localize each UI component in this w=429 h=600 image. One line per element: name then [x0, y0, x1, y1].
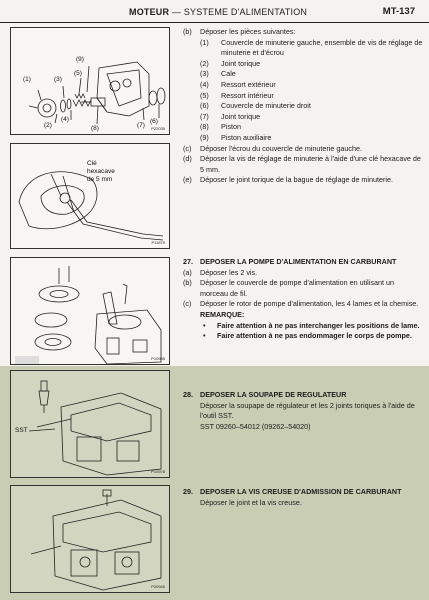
figure-regulator-valve — [10, 370, 170, 478]
section-29 — [183, 487, 423, 508]
note-item: • Faire attention à ne pas interchanger les positions de lame. — [203, 320, 420, 330]
step-d: (d) Déposer la vis de réglage de minuterie à l'aide d'une clé hexacave de 5 mm. — [183, 154, 421, 174]
sst-label: SST — [15, 427, 28, 434]
label-part-6: (6) — [150, 118, 158, 125]
section-28 — [183, 390, 423, 432]
figure-timer-exploded — [10, 27, 170, 135]
figure-code: P20945 — [151, 584, 165, 589]
regulator-valve-drawing — [11, 371, 171, 479]
part-item: (7) Joint torique — [200, 111, 261, 121]
figure-hex-key — [10, 143, 170, 249]
header-separator: — — [171, 7, 182, 17]
section-28-body: Déposer la soupape de régulateur et les 2 joints toriques à l'aide de l'outil SST. — [200, 400, 415, 421]
section-28-sst: SST 09260–54012 (09262–54020) — [200, 421, 311, 431]
figure-inlet-union-bolt — [10, 485, 170, 593]
label-part-3: (3) — [54, 76, 62, 83]
figure-code: P22035 — [151, 126, 165, 131]
step-key: (b) — [183, 27, 192, 36]
part-item: (4) Ressort extérieur — [200, 79, 276, 89]
part-item: (6) Couvercle de minuterie droit — [200, 101, 311, 111]
step-b — [183, 27, 423, 38]
note-title: REMARQUE: — [200, 309, 245, 319]
part-item: (1) Couvercle de minuterie gauche, ensemble de vis de réglage de minuterie et d'écrou — [200, 37, 423, 58]
step-a: (a) Déposer les 2 vis. — [183, 267, 258, 277]
part-item: (2) Joint torique — [200, 58, 261, 68]
part-item: (3) Cale — [200, 69, 236, 79]
figure-feed-pump — [10, 257, 170, 365]
figure-code: P10985 — [151, 356, 165, 361]
hex-key-label-line-2: hexacave — [87, 168, 115, 175]
feed-pump-drawing — [11, 258, 171, 366]
hex-key-label-line-3: de 5 mm — [87, 176, 113, 183]
part-item: (5) Ressort intérieur — [200, 90, 274, 100]
label-part-9: (9) — [76, 56, 84, 63]
step-b: (b) Déposer le couvercle de pompe d'alimentation en utilisant un morceau de fil. — [183, 278, 394, 298]
label-part-2: (2) — [44, 122, 52, 129]
figure-code: P10978 — [151, 469, 165, 474]
note-item: • Faire attention à ne pas endommager le corps de pompe. — [203, 331, 412, 341]
step-c: (c) Déposer l'écrou du couvercle de minuterie gauche. — [183, 143, 362, 153]
step-c: (c) Déposer le rotor de pompe d'alimentation, les 4 lames et la chemise. — [183, 299, 419, 309]
section-29-body: Déposer le joint et la vis creuse. — [200, 497, 302, 507]
inlet-union-bolt-drawing — [11, 486, 171, 594]
header-subtitle: SYSTEME D'ALIMENTATION — [183, 7, 308, 17]
parts-removal-text — [183, 27, 423, 186]
figure-code: P11879 — [151, 240, 165, 245]
step-text: Déposer les pièces suivantes: — [200, 27, 296, 36]
section-28-heading: 28. DEPOSER LA SOUPAPE DE REGULATEUR — [183, 390, 347, 399]
step-e: (e) Déposer le joint torique de la bague de réglage de minuterie. — [183, 175, 393, 185]
section-27 — [183, 257, 423, 342]
label-part-1: (1) — [23, 76, 31, 83]
header-section: MOTEUR — [129, 7, 170, 17]
label-part-4: (4) — [61, 116, 69, 123]
section-29-heading: 29. DEPOSER LA VIS CREUSE D'ADMISSION DE CARBURANT — [183, 487, 402, 496]
label-part-8: (8) — [91, 125, 99, 132]
label-part-7: (7) — [137, 122, 145, 129]
section-27-heading: 27. DEPOSER LA POMPE D'ALIMENTATION EN CARBURANT — [183, 257, 397, 266]
timer-exploded-drawing — [11, 28, 171, 136]
part-item: (8) Piston — [200, 122, 241, 132]
hex-key-label-line-1: Clé — [87, 160, 97, 167]
header-title — [129, 7, 307, 17]
page-number: MT-137 — [382, 6, 415, 17]
part-item: (9) Piston auxiliaire — [200, 132, 272, 142]
page-header — [0, 0, 429, 23]
label-part-5: (5) — [74, 70, 82, 77]
